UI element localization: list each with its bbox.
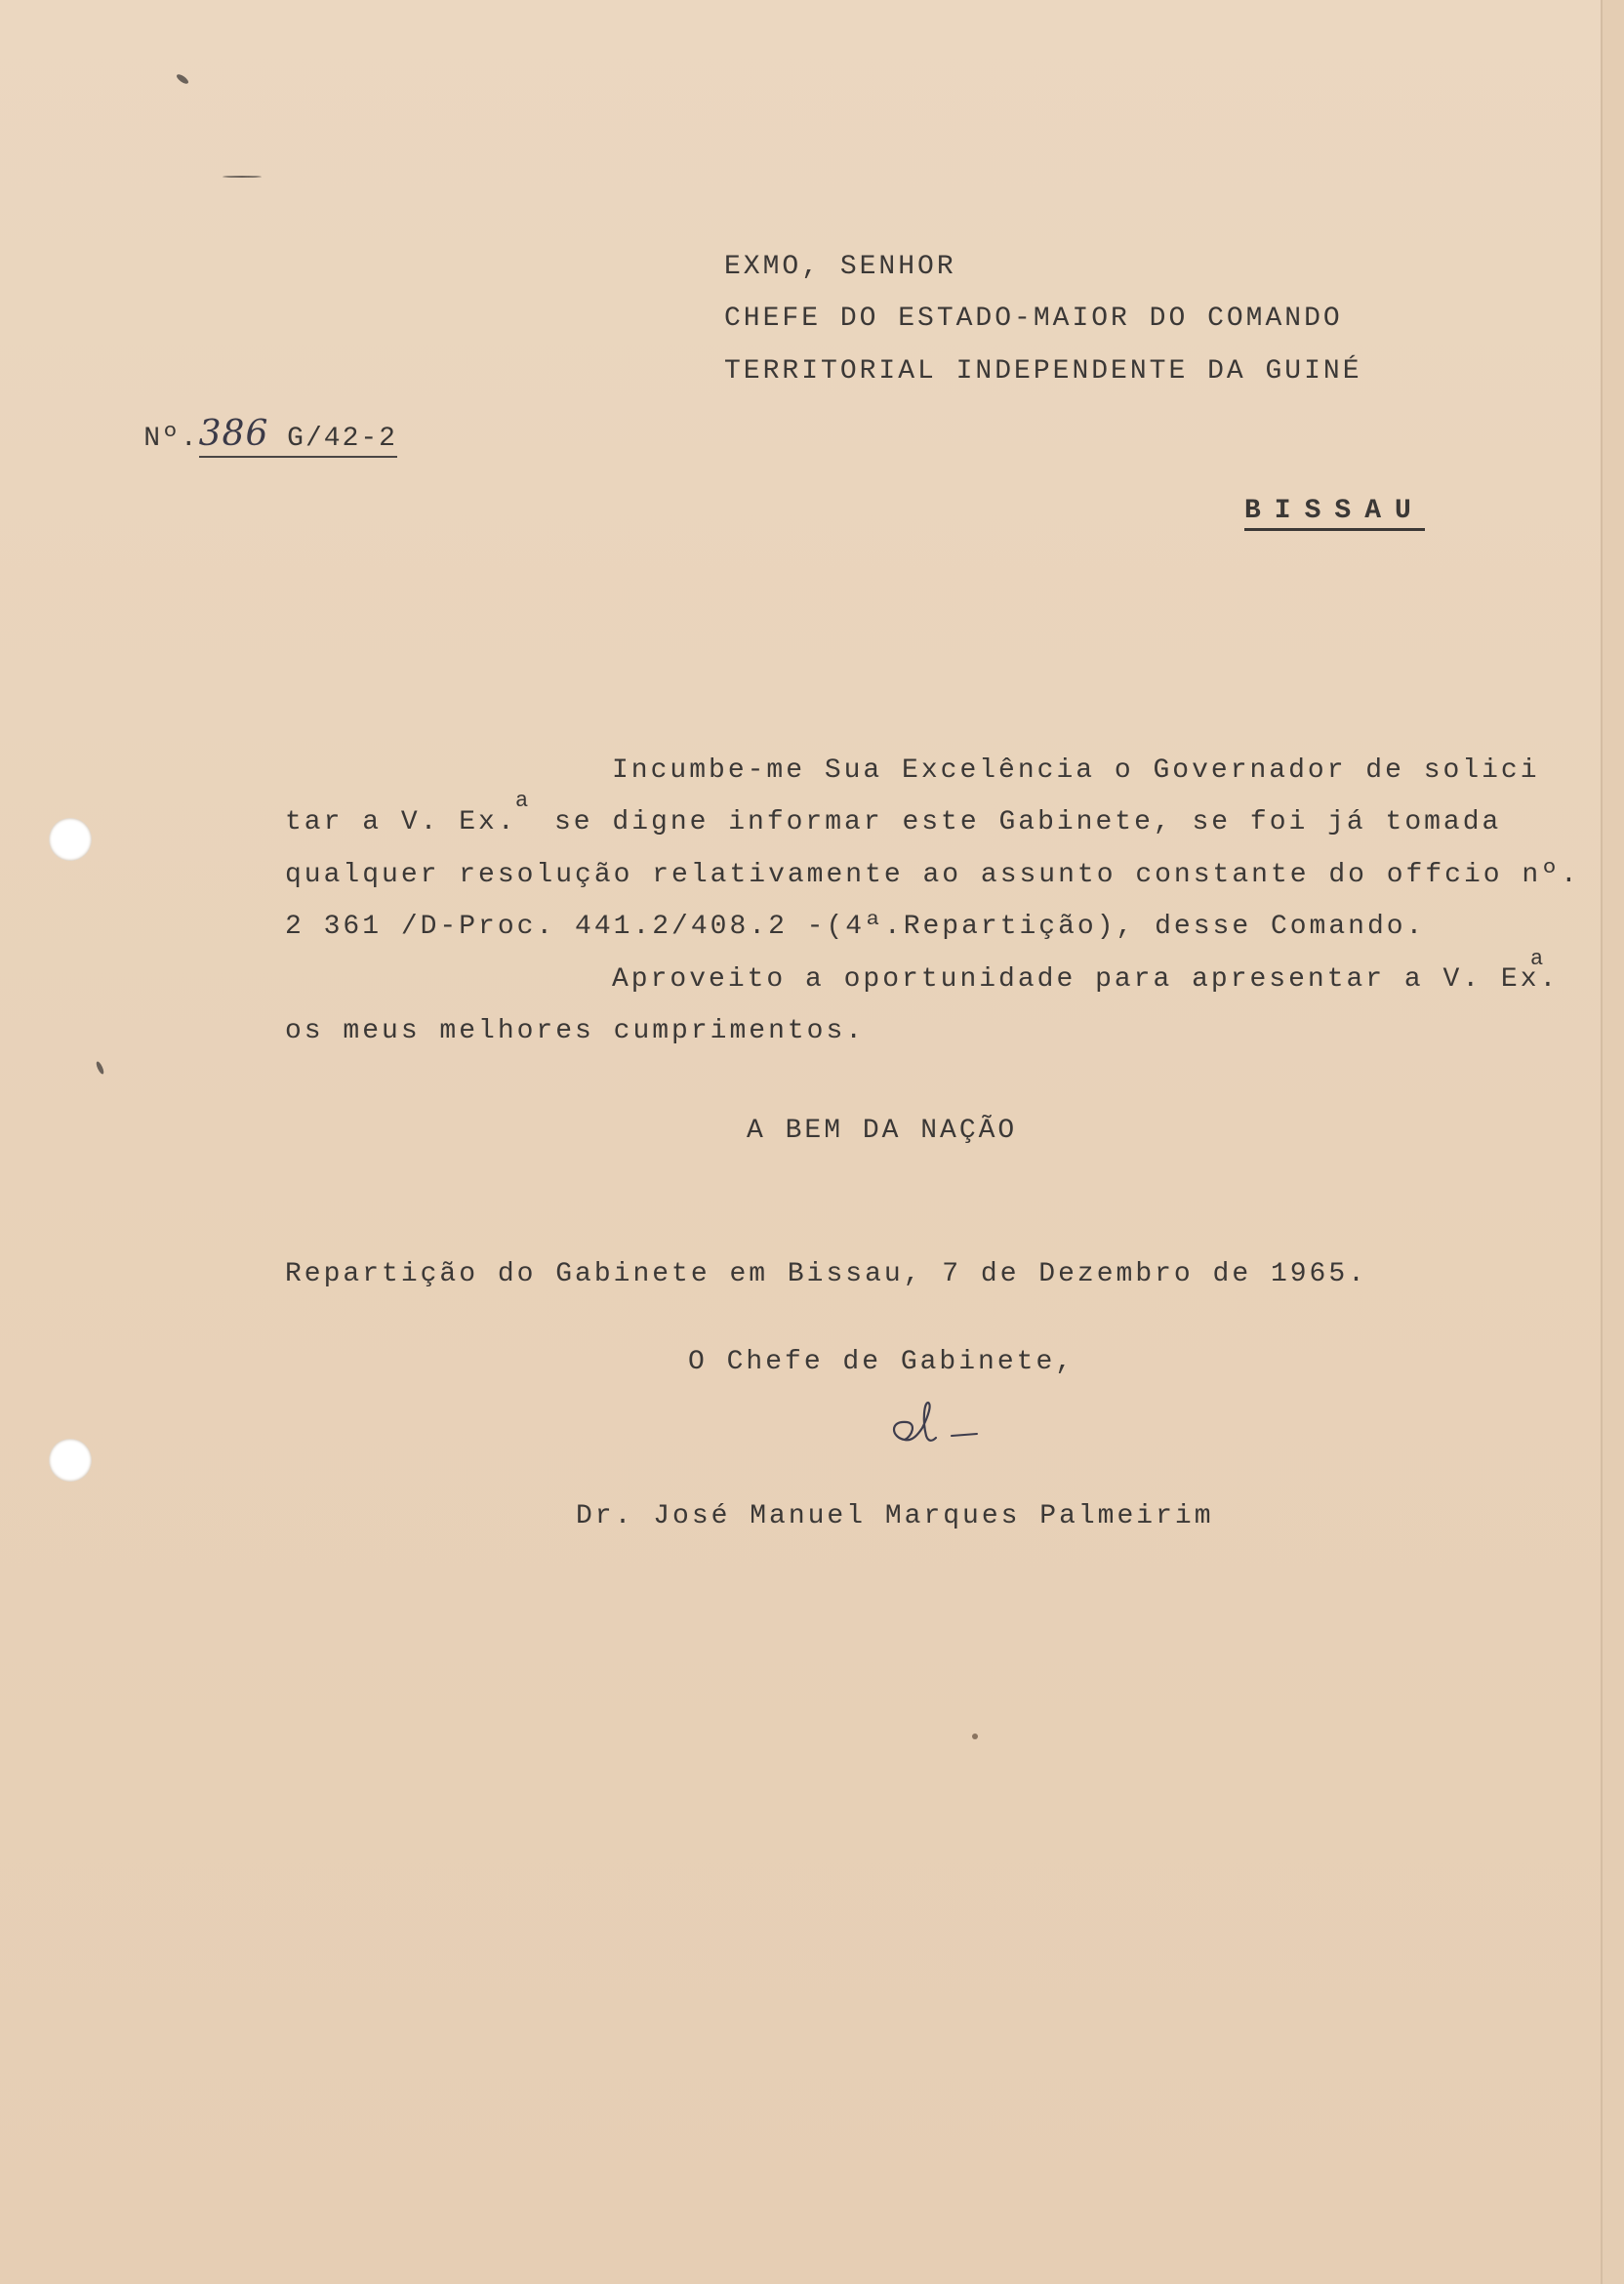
addressee-line-1: EXMO, SENHOR: [724, 252, 956, 282]
punch-hole-bottom: [49, 1439, 92, 1482]
place-date: Repartição do Gabinete em Bissau, 7 de Dezembro de 1965.: [285, 1259, 1367, 1289]
handwritten-signature: [883, 1391, 1000, 1459]
ink-speck: [95, 1061, 104, 1076]
closing-phrase: A BEM DA NAÇÃO: [747, 1116, 1018, 1146]
reference-handwritten-number: 386: [198, 414, 269, 454]
destination-city: BISSAU: [1244, 496, 1425, 531]
reference-code: G/42-2: [287, 424, 397, 454]
body-line-4: 2 361 /D-Proc. 441.2/408.2 -(4ª.Repartição), desse Comando.: [285, 912, 1426, 942]
signoff-title: O Chefe de Gabinete,: [688, 1347, 1076, 1377]
body-line-3: qualquer resolução relativamente ao assunto constante do offcio nº.: [285, 860, 1580, 890]
signatory-name: Dr. José Manuel Marques Palmeirim: [576, 1501, 1214, 1531]
addressee-line-3: TERRITORIAL INDEPENDENTE DA GUINÉ: [724, 356, 1362, 387]
punch-hole-top: [49, 818, 92, 861]
superscript-a-1: a: [515, 789, 529, 813]
body-line-6: os meus melhores cumprimentos.: [285, 1016, 866, 1046]
body-line-1: Incumbe-me Sua Excelência o Governador de solici: [612, 755, 1540, 786]
addressee-line-2: CHEFE DO ESTADO-MAIOR DO COMANDO: [724, 304, 1343, 334]
reference-prefix: Nº.: [143, 424, 199, 454]
body-line-2-start: tar a V. Ex.: [285, 807, 517, 837]
body-line-5: Aproveito a oportunidade para apresentar a V. Ex.: [612, 964, 1560, 995]
reference-underline: [198, 414, 397, 458]
reference-number: [70, 384, 397, 484]
body-line-2-end: se digne informar este Gabinete, se foi já tomada: [554, 807, 1502, 837]
ink-speck: [972, 1733, 978, 1739]
ink-speck: [223, 176, 262, 178]
ink-speck: [176, 73, 190, 86]
superscript-a-2: a: [1530, 947, 1544, 971]
